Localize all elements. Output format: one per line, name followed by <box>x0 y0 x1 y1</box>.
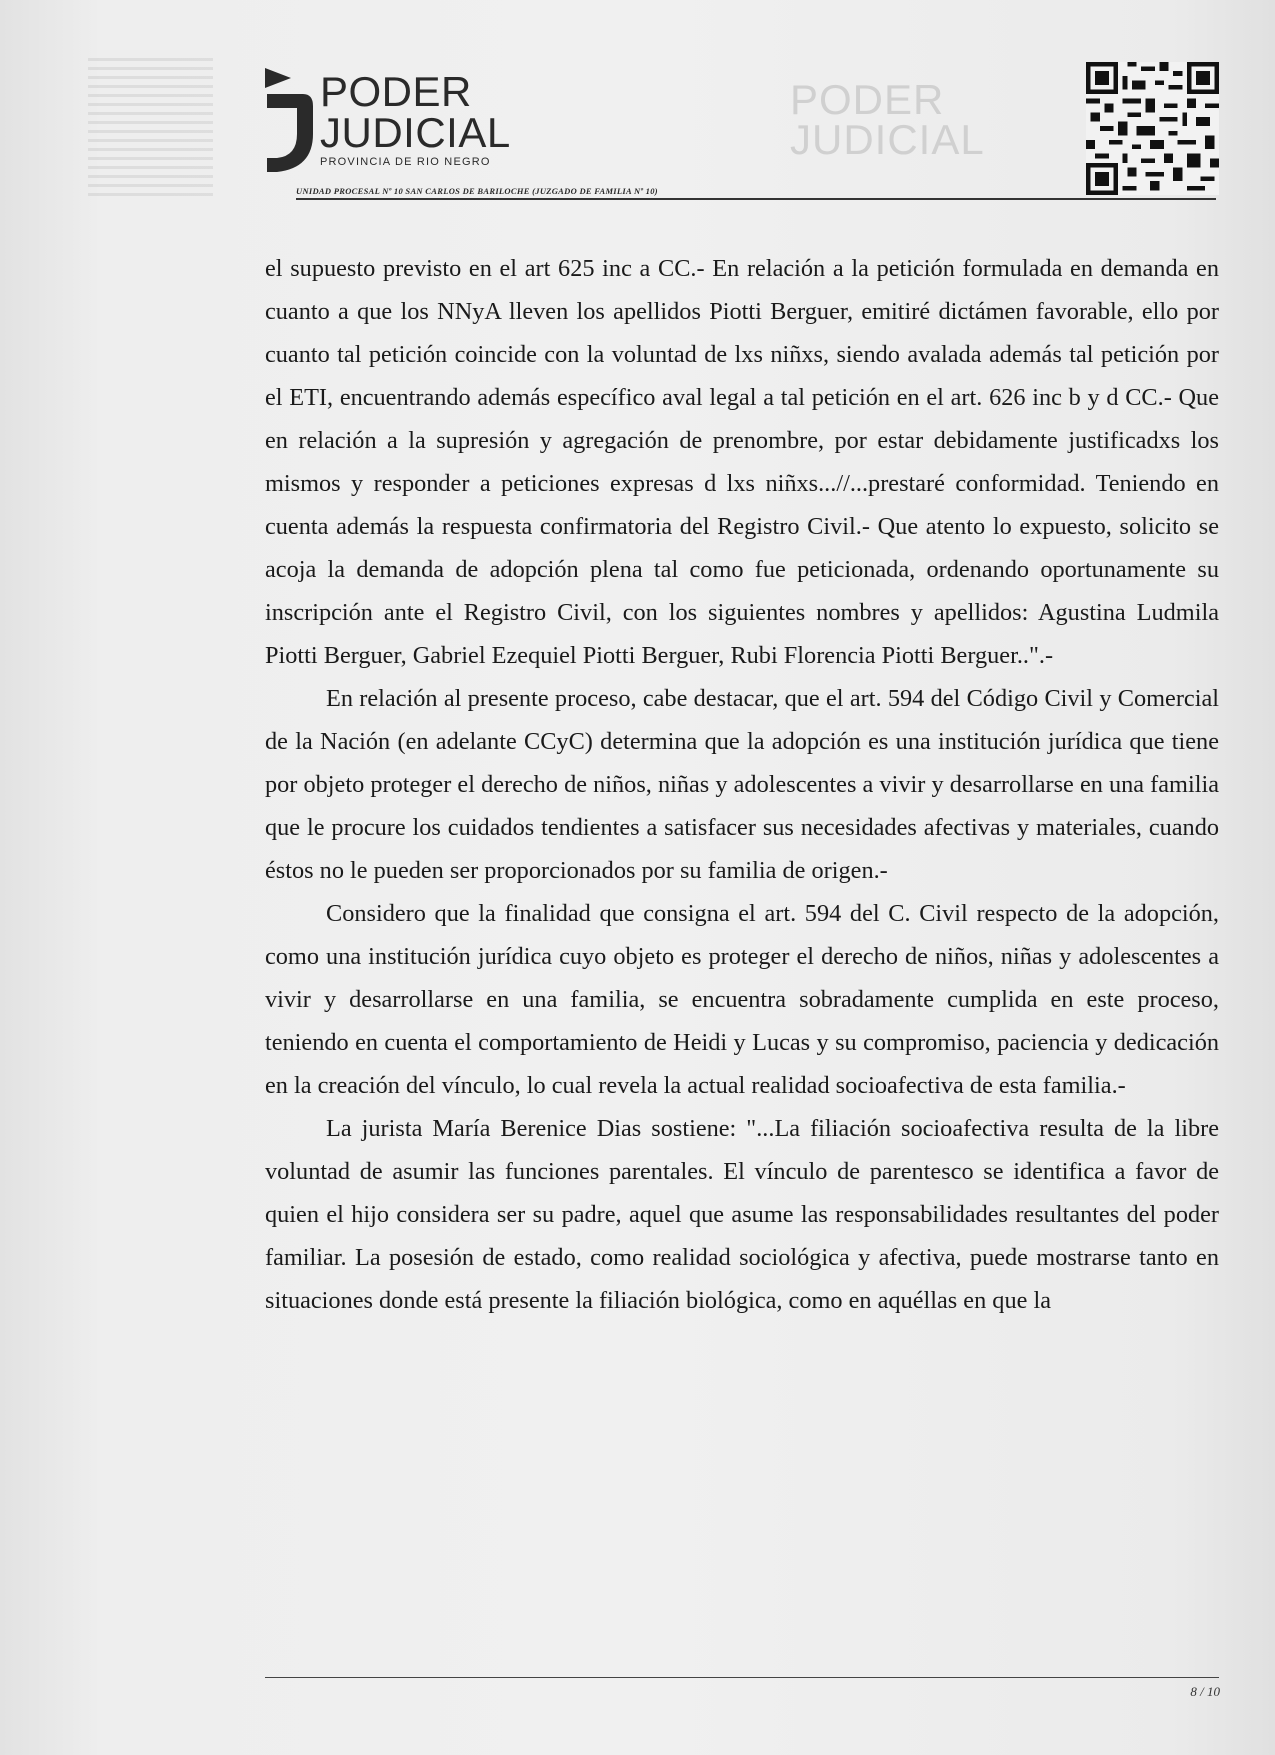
paragraph-considero: Considero que la finalidad que consigna el art. 594 del C. Civil respecto de la adopción, como una institución jurídica cuyo objeto es proteger el derecho de niños, niñas y adolescentes a vivir y desarrollarse en una familia, se encuentra sobradamente cumplida en este proceso, teniendo en cuenta el comportamiento de Heidi y Lucas y su compromiso, paciencia y dedicación en la creación del vínculo, lo cual revela la actual realidad socioafectiva de esta familia.- <box>265 900 1219 1099</box>
bleed-through-text <box>88 58 213 198</box>
header-divider <box>296 198 1216 200</box>
logo-line-judicial: JUDICIAL <box>320 109 511 156</box>
unit-header: UNIDAD PROCESAL Nº 10 SAN CARLOS DE BARILOCHE (JUZGADO DE FAMILIA Nº 10) <box>296 186 658 196</box>
paragraph-continuation: el supuesto previsto en el art 625 inc a CC.- En relación a la petición formulada en demanda en cuanto a que los NNyA lleven los apellidos Piotti Berguer, emitiré dictámen favorable, ello por cuanto tal petición coincide con la voluntad de lxs niñxs, siendo avalada además tal petición por el ETI, encuentrando además específico aval legal a tal petición en el art. 626 inc b y d CC.- Que en relación a la supresión y agregación de prenombre, por estar debidamente justificadxs los mismos y responder a peticiones expresas d lxs niñxs...//...prestaré conformidad. Teniendo en cuenta además la respuesta confirmatoria del Registro Civil.- Que atento lo expuesto, solicito se acoja la demanda de adopción plena tal como fue peticionada, ordenando oportunamente su inscripción ante el Registro Civil, con los siguientes nombres y apellidos: Agustina Ludmila Piotti Berguer, Gabriel Ezequiel Piotti Berguer, Rubi Florencia Piotti Berguer..".- <box>265 255 1219 669</box>
page-number: 8 / 10 <box>1190 1684 1220 1699</box>
paragraph-jurista: La jurista María Berenice Dias sostiene: "...La filiación socioafectiva resulta de la libre voluntad de asumir las funciones parentales. El vínculo de parentesco se identifica a favor de quien el hijo considera ser su padre, aquel que asume las responsabilidades resultantes del poder familiar. La posesión de estado, como realidad sociológica y afectiva, puede mostrarse tanto en situaciones donde está presente la filiación biológica, como en aquéllas en que la <box>265 1115 1219 1314</box>
footer-divider <box>265 1677 1219 1678</box>
poder-judicial-logo <box>263 62 513 182</box>
logo-line-province: PROVINCIA DE RIO NEGRO <box>320 156 491 168</box>
qr-code-icon <box>1086 62 1219 195</box>
logo-wordmark <box>320 68 511 168</box>
logo-line-poder: PODER <box>320 68 472 115</box>
paragraph-article-594: En relación al presente proceso, cabe destacar, que el art. 594 del Código Civil y Comercial de la Nación (en adelante CCyC) determina que la adopción es una institución jurídica que tiene por objeto proteger el derecho de niños, niñas y adolescentes a vivir y desarrollarse en una familia que le procure los cuidados tendientes a satisfacer sus necesidades afectivas y materiales, cuando éstos no le pueden ser proporcionados por su familia de origen.- <box>265 685 1219 884</box>
watermark-logo: PODER JUDICIAL <box>790 76 985 163</box>
logo-emblem-icon <box>263 64 315 174</box>
document-body <box>265 247 1219 1322</box>
